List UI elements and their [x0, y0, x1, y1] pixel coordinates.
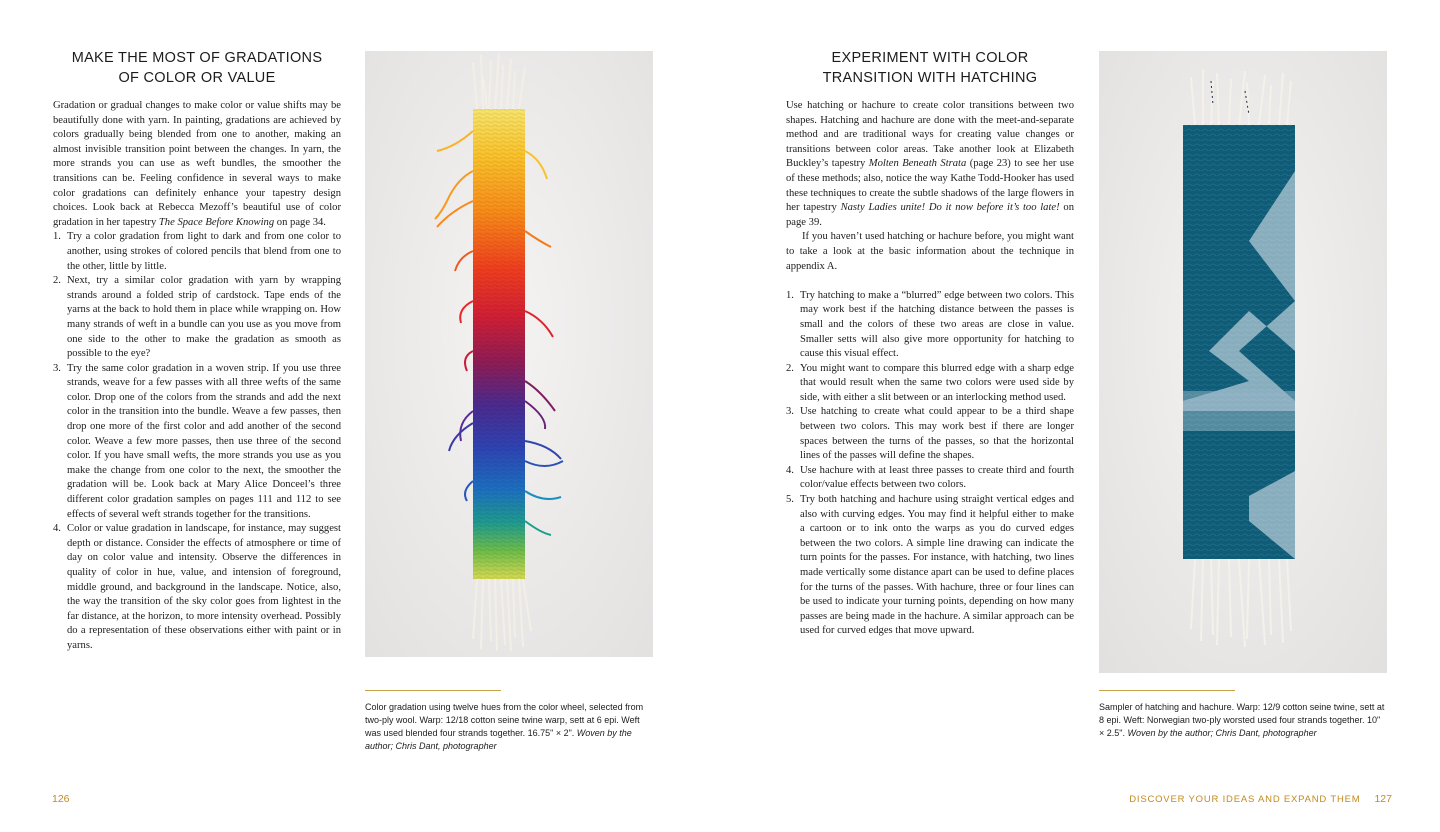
right-exercise-list [786, 289, 1074, 639]
list-item: 1. Try hatching to make a “blurred” edge between two colors. This may work best if the hatching distance between the passes is small and the colors of these two areas are close in value. Smaller setts will also give more opportunity for hatching to cause this visual effect. [786, 289, 1074, 360]
tapestry-title: The Space Before Knowing [158, 216, 275, 228]
hatched-tapestry [1183, 125, 1295, 559]
right-second-paragraph: If you haven’t used hatching or hachure before, you might want to take a look at the basic information about the technique in appendix A. [786, 231, 1074, 272]
right-intro-paragraph: Use hatching or hachure to create color transitions between two shapes. Hatching and hachure are done with the meet-and-separate method and are traditional ways for creating value changes or transitions between color areas. Take another look at Elizabeth Buckley’s tapestry Molten Beneath Strata (page 23) to see her use of these methods; also, notice the way Kathe Todd-Hooker has used these techniques to create the subtle shadows of the large flowers in her tapestry Nasty Ladies unite! Do it now before it’s too late! on page 39. [786, 100, 1075, 228]
left-photo-credit: Woven by the author; Chris Dant, photographer [365, 728, 632, 751]
left-heading-line2: OF COLOR OR VALUE [118, 70, 276, 86]
tapestry-title: Molten Beneath Strata [868, 158, 967, 170]
running-head: DISCOVER YOUR IDEAS AND EXPAND THEM [1129, 794, 1361, 805]
right-page-number: 127 [1374, 793, 1392, 805]
left-caption-rule [365, 690, 501, 691]
left-text-column [53, 48, 341, 654]
list-item: 2. You might want to compare this blurred edge with a sharp edge that would result when the same two colors were used side by side, with either a slit between or an interlocking method used. [786, 362, 1074, 403]
right-caption-rule [1099, 690, 1235, 691]
left-intro-paragraph: Gradation or gradual changes to make color or value shifts may be beautifully done with yarn. In painting, gradations are achieved by colors gradually being blended from one to another, making an almost invisible transition point between the changes. In yarn, the more strands you can use as weft bundles, the smoother the transitions can be. Feeling confidence in several ways to make color gradations can definitely enhance your tapestry design choices. Look back at Rebecca Mezoff’s beautiful use of color gradation in her tapestry The Space Before Knowing on page 34. [53, 100, 341, 228]
list-item: 4. Use hachure with at least three passes to create third and fourth color/value effects between two colors. [786, 464, 1074, 491]
list-item: 3. Try the same color gradation in a woven strip. If you use three strands, weave for a few passes with all three wefts of the same color. Drop one of the colors from the strands and add the next color in the transition into the bundle. Weave a few passes, then drop one more of the first color and add another of the second color. Weave a few more passes, then use three of the second color. If you have small wefts, the more strands you use as you make the change from one color to the next, the smoother the gradation will be. Look back at Mary Alice Donceel’s three different color gradation samples on pages 111 and 112 to see effects of several weft strands together for the transitions. [53, 362, 341, 520]
right-section-heading [786, 48, 1074, 88]
left-heading-line1: MAKE THE MOST OF GRADATIONS [71, 50, 323, 66]
right-heading-line2: TRANSITION WITH HATCHING [822, 70, 1038, 86]
tapestry-title: Nasty Ladies unite! Do it now before it’s too late! [840, 202, 1060, 214]
left-section-heading [53, 48, 341, 88]
list-item: 3. Use hatching to create what could appear to be a third shape between two colors. This may work best if there are longer spaces between the turns of the passes, so that the horizontal lines of the passes will define the shapes. [786, 406, 1074, 462]
hatching-sampler-photo [1099, 51, 1387, 673]
right-body [786, 99, 1074, 639]
left-photo-caption: Color gradation using twelve hues from the color wheel, selected from two-ply wool. Warp: 12/18 cotton seine twine warp, sett at 6 epi. Weft was used blended four strands together. 16.75" × 2". Woven by the author; Chris Dant, photographer [365, 702, 644, 751]
right-text-column [786, 48, 1074, 639]
color-gradation-photo [365, 51, 653, 657]
list-item: 4. Color or value gradation in landscape, for instance, may suggest depth or distance. Consider the effects of atmosphere or time of day on color value and intensity. Observe the differences in quality of color in hue, value, and intension of foreground, middle ground, and background in the landscape. Notice, also, the way the transition of the sky color goes from lightest in the far distance, at the horizon, to more intensity overhead. Possibly do a representation of these observations either with paint or in yarns. [53, 523, 341, 651]
right-photo-credit: Woven by the author; Chris Dant, photographer [1127, 728, 1317, 738]
list-item: 2. Next, try a similar color gradation with yarn by wrapping strands around a folded strip of cardstock. Tape ends of the yarns at the back to hold them in place while wrapping on. How many strands of weft in a bundle can you use as you move from one side to the other to make the gradation as smooth as possible to the eye? [53, 275, 341, 360]
right-heading-line1: EXPERIMENT WITH COLOR [831, 50, 1029, 66]
right-photo-caption: Sampler of hatching and hachure. Warp: 12/9 cotton seine twine, sett at 8 epi. Weft: Norwegian two-ply worsted used four strands together. 10" × 2.5". Woven by the author; Chris Dant, photographer [1099, 702, 1385, 738]
left-body [53, 99, 341, 654]
left-exercise-list [53, 230, 341, 653]
right-footer [1129, 793, 1392, 805]
left-page-number: 126 [52, 793, 70, 805]
list-item: 1. Try a color gradation from light to dark and from one color to another, using strokes of colored pencils that blend from one to the other, little by little. [53, 231, 341, 272]
list-item: 5. Try both hatching and hachure using straight vertical edges and also with curving edges. You may find it helpful either to make a cartoon or to ink onto the warps as you do curved edges between the two colors. A simple line drawing can indicate the turn points for the passes. For instance, with hatching, two lines made vertically some distance apart can be used to define places for the turns of the passes. With hachure, three or four lines can be used to indicate your turning points, depending on how many passes are being made in the hachure. A similar approach can be used for curved edges that move upward. [786, 494, 1074, 637]
